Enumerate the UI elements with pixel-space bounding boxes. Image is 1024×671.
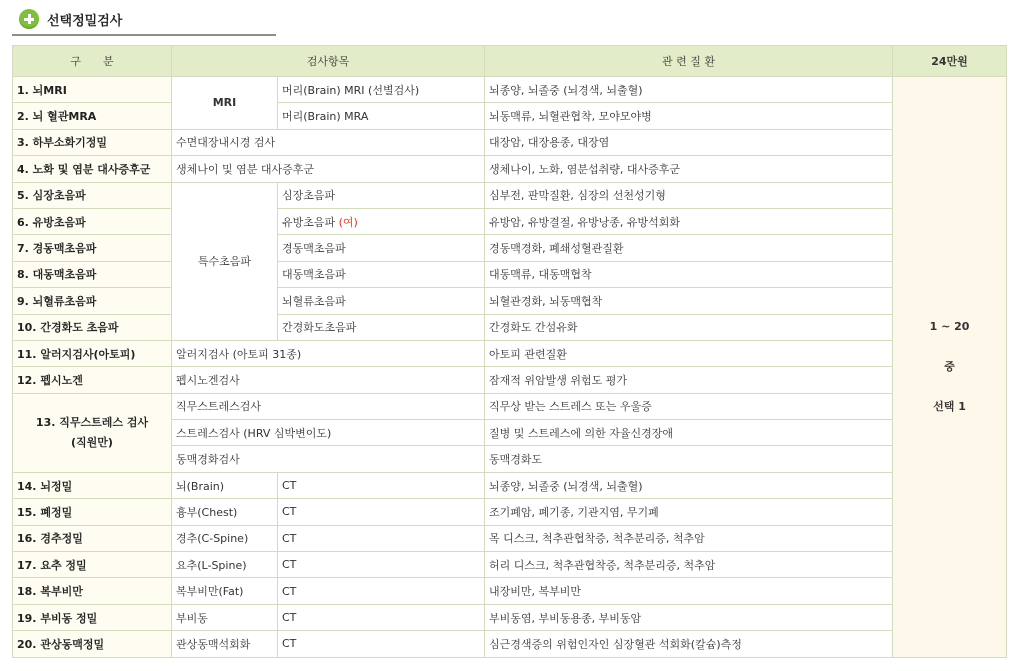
row-item: 동맥경화검사: [172, 446, 485, 472]
row-disease: 경동맥경화, 폐쇄성혈관질환: [485, 235, 893, 261]
row-disease: 뇌종양, 뇌졸중 (뇌경색, 뇌출혈): [485, 77, 893, 103]
plus-circle-icon: [19, 9, 39, 29]
row-disease: 뇌종양, 뇌졸중 (뇌경색, 뇌출혈): [485, 472, 893, 498]
table-row: [13, 314, 1007, 340]
row-category: 5. 심장초음파: [13, 182, 172, 208]
table-row: [13, 340, 1007, 366]
row-item: 스트레스검사 (HRV 심박변이도): [172, 420, 485, 446]
row-part: 경추(C-Spine): [172, 525, 278, 551]
row-category: 16. 경추정밀: [13, 525, 172, 551]
row-category: 18. 복부비만: [13, 578, 172, 604]
row-category: [13, 393, 172, 472]
table-row: [13, 129, 1007, 155]
row-category: 4. 노화 및 염분 대사증후군: [13, 156, 172, 182]
row-category-note: (직원만): [71, 435, 113, 449]
header-items: 검사항목: [172, 46, 485, 77]
row-disease: 동맥경화도: [485, 446, 893, 472]
row-category: 17. 요추 정밀: [13, 552, 172, 578]
row-disease: 허리 디스크, 척추관협착증, 척추분리증, 척추암: [485, 552, 893, 578]
row-disease: 직무상 받는 스트레스 또는 우울증: [485, 393, 893, 419]
row-category: 1. 뇌MRI: [13, 77, 172, 103]
row-sub-item: 뇌혈류초음파: [278, 288, 485, 314]
row-group: MRI: [172, 77, 278, 130]
section-header: [12, 4, 276, 36]
row-sub-item: 머리(Brain) MRI (선별검사): [278, 77, 485, 103]
row-part: 관상동맥석회화: [172, 631, 278, 657]
table-row: [13, 552, 1007, 578]
row-method: CT: [278, 578, 485, 604]
row-disease: 뇌동맥류, 뇌혈관협착, 모야모야병: [485, 103, 893, 129]
table-row: [13, 499, 1007, 525]
row-category: 12. 펩시노겐: [13, 367, 172, 393]
table-row: [13, 604, 1007, 630]
row-category: 10. 간경화도 초음파: [13, 314, 172, 340]
header-category: 구 분: [13, 46, 172, 77]
row-sub-item: 대동맥초음파: [278, 261, 485, 287]
row-disease: 생체나이, 노화, 염분섭취량, 대사증후군: [485, 156, 893, 182]
row-disease: 대장암, 대장용종, 대장염: [485, 129, 893, 155]
row-part: 요추(L-Spine): [172, 552, 278, 578]
row-sub-item: 경동맥초음파: [278, 235, 485, 261]
row-category: 20. 관상동맥정밀: [13, 631, 172, 657]
section-title: 선택정밀검사: [47, 13, 123, 29]
row-sub-item: 간경화도초음파: [278, 314, 485, 340]
table-header-row: [13, 46, 1007, 77]
row-item: 생체나이 및 염분 대사증후군: [172, 156, 485, 182]
header-price: 24만원: [893, 46, 1007, 77]
row-method: CT: [278, 525, 485, 551]
row-category: 7. 경동맥초음파: [13, 235, 172, 261]
row-item: 펩시노겐검사: [172, 367, 485, 393]
row-category: 8. 대동맥초음파: [13, 261, 172, 287]
row-disease: 대동맥류, 대동맥협착: [485, 261, 893, 287]
row-item: 수면대장내시경 검사: [172, 129, 485, 155]
row-disease: 조기폐암, 폐기종, 기관지염, 무기폐: [485, 499, 893, 525]
price-cell: [893, 77, 1007, 658]
row-category: 6. 유방초음파: [13, 208, 172, 234]
row-method: CT: [278, 604, 485, 630]
table-row: [13, 367, 1007, 393]
row-disease: 부비동염, 부비동용종, 부비동암: [485, 604, 893, 630]
table-row: [13, 393, 1007, 419]
row-item: 알러지검사 (아토피 31종): [172, 340, 485, 366]
sub-item-label: 유방초음파: [282, 215, 336, 229]
row-disease: 질병 및 스트레스에 의한 자율신경장애: [485, 420, 893, 446]
header-disease: 관 련 질 환: [485, 46, 893, 77]
price-range: 1 ~ 20: [929, 319, 970, 333]
row-method: CT: [278, 499, 485, 525]
table-row: [13, 472, 1007, 498]
row-group: 특수초음파: [172, 182, 278, 340]
row-part: 부비동: [172, 604, 278, 630]
table-row: [13, 525, 1007, 551]
row-method: CT: [278, 631, 485, 657]
row-method: CT: [278, 472, 485, 498]
row-part: 뇌(Brain): [172, 472, 278, 498]
table-row: [13, 103, 1007, 129]
row-category: 15. 폐정밀: [13, 499, 172, 525]
row-category: 3. 하부소화기정밀: [13, 129, 172, 155]
price-choice: 선택 1: [933, 399, 966, 413]
table-row: [13, 77, 1007, 103]
table-row: [13, 578, 1007, 604]
row-disease: 간경화도 간섬유화: [485, 314, 893, 340]
table-row: [13, 208, 1007, 234]
row-item: 직무스트레스검사: [172, 393, 485, 419]
row-category: 11. 알러지검사(아토피): [13, 340, 172, 366]
table-row: [13, 288, 1007, 314]
table-row: [13, 631, 1007, 657]
row-sub-item: [278, 208, 485, 234]
row-category: 9. 뇌혈류초음파: [13, 288, 172, 314]
table-row: [13, 261, 1007, 287]
row-category: 14. 뇌정밀: [13, 472, 172, 498]
row-disease: 심근경색증의 위험인자인 심장혈관 석회화(칼슘)측정: [485, 631, 893, 657]
row-disease: 목 디스크, 척추관협착증, 척추분리증, 척추암: [485, 525, 893, 551]
female-only-tag: (여): [338, 215, 358, 229]
row-disease: 심부전, 판막질환, 심장의 선천성기형: [485, 182, 893, 208]
row-sub-item: 머리(Brain) MRA: [278, 103, 485, 129]
row-disease: 내장비만, 복부비만: [485, 578, 893, 604]
row-part: 흉부(Chest): [172, 499, 278, 525]
row-category: 19. 부비동 정밀: [13, 604, 172, 630]
row-category-line: 13. 직무스트레스 검사: [35, 415, 149, 429]
row-disease: 뇌혈관경화, 뇌동맥협착: [485, 288, 893, 314]
price-middle: 중: [944, 359, 955, 373]
table-row: [13, 156, 1007, 182]
exam-table: [12, 45, 1007, 658]
row-part: 복부비만(Fat): [172, 578, 278, 604]
row-disease: 유방암, 유방결절, 유방낭종, 유방석회화: [485, 208, 893, 234]
table-row: [13, 235, 1007, 261]
row-category: 2. 뇌 혈관MRA: [13, 103, 172, 129]
row-disease: 아토피 관련질환: [485, 340, 893, 366]
table-row: [13, 182, 1007, 208]
row-sub-item: 심장초음파: [278, 182, 485, 208]
row-method: CT: [278, 552, 485, 578]
row-disease: 잠재적 위암발생 위험도 평가: [485, 367, 893, 393]
